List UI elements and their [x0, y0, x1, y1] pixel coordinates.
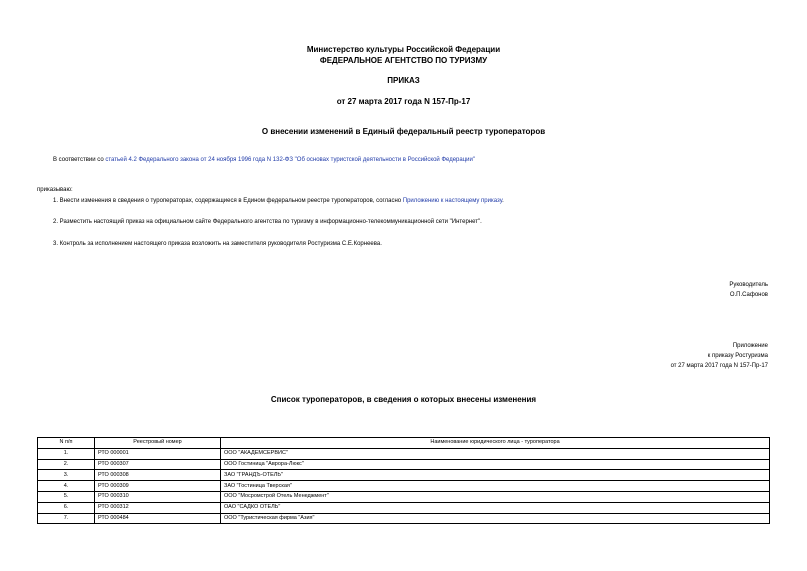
- doc-date: от 27 марта 2017 года N 157-Пр-17: [336, 97, 471, 106]
- row-number: 5.: [38, 491, 95, 502]
- row-registry: РТО 000001: [95, 448, 221, 459]
- row-registry: РТО 000484: [95, 513, 221, 524]
- table-row: [38, 491, 770, 502]
- row-number: 1.: [38, 448, 95, 459]
- row-registry: РТО 000307: [95, 459, 221, 470]
- row-number: 4.: [38, 481, 95, 492]
- row-number: 6.: [38, 502, 95, 513]
- order-item-3: 3. Контроль за исполнением настоящего приказа возложить на заместителя руководителя Ростуризма С.Е.Корнеева.: [53, 241, 382, 247]
- row-company: ООО "Туристическая фирма "Азия": [221, 513, 770, 524]
- preamble-prefix: В соответствии со: [53, 157, 106, 163]
- table-row: [38, 481, 770, 492]
- signature-name: О.П.Сафонов: [729, 292, 768, 298]
- row-company: ЗАО "Гостиница Тверская": [221, 481, 770, 492]
- federal-law-link[interactable]: статьей 4.2 Федерального закона от 24 ноября 1996 года N 132-ФЗ "Об основах туристской деятельности в Российской Федерации": [105, 157, 475, 163]
- table-header-row: [38, 438, 770, 449]
- order-item-1-end: .: [502, 198, 504, 204]
- col-header-number: N п/п: [38, 438, 95, 449]
- row-company: ОАО "САДКО ОТЕЛЬ": [221, 502, 770, 513]
- row-registry: РТО 000310: [95, 491, 221, 502]
- doc-type: ПРИКАЗ: [387, 76, 420, 85]
- row-company: ЗАО "ГРАНДЪ-ОТЕЛЬ": [221, 470, 770, 481]
- row-number: 2.: [38, 459, 95, 470]
- order-word: приказываю:: [37, 187, 73, 193]
- order-item-2: 2. Разместить настоящий приказ на официальном сайте Федерального агентства по туризму в информационно-телекоммуникационной сети "Интернет".: [53, 219, 482, 225]
- row-company: ООО Гостиница "Аврора-Люкс": [221, 459, 770, 470]
- preamble: [53, 157, 475, 163]
- list-title: Список туроператоров, в сведения о которых внесены изменения: [270, 395, 537, 404]
- col-header-registry: Реестровый номер: [95, 438, 221, 449]
- order-item-1-text: 1. Внести изменения в сведения о туроператорах, содержащиеся в Едином федеральном реестре туроператоров, согласно: [53, 198, 403, 204]
- table-row: [38, 513, 770, 524]
- col-header-name: Наименование юридического лица - туроператора: [221, 438, 770, 449]
- appendix-label: Приложение: [732, 343, 768, 349]
- table-row: [38, 448, 770, 459]
- table-row: [38, 502, 770, 513]
- doc-title: О внесении изменений в Единый федеральный реестр туроператоров: [261, 127, 546, 136]
- appendix-date: от 27 марта 2017 года N 157-Пр-17: [670, 363, 768, 369]
- row-registry: РТО 000309: [95, 481, 221, 492]
- row-number: 3.: [38, 470, 95, 481]
- tour-operators-table: [37, 437, 770, 524]
- appendix-link[interactable]: Приложению к настоящему приказу: [402, 198, 503, 204]
- signature-role: Руководитель: [729, 282, 768, 288]
- row-company: ООО "Мосромстрой Отель Менеджмент": [221, 491, 770, 502]
- appendix-ref: к приказу Ростуризма: [707, 353, 768, 359]
- row-company: ООО "АКАДЕМСЕРВИС": [221, 448, 770, 459]
- order-item-1: [53, 198, 504, 204]
- table-row: [38, 459, 770, 470]
- row-number: 7.: [38, 513, 95, 524]
- ministry-name: Министерство культуры Российской Федерации: [306, 45, 501, 54]
- agency-name: ФЕДЕРАЛЬНОЕ АГЕНТСТВО ПО ТУРИЗМУ: [319, 56, 488, 65]
- row-registry: РТО 000312: [95, 502, 221, 513]
- table-row: [38, 470, 770, 481]
- row-registry: РТО 000308: [95, 470, 221, 481]
